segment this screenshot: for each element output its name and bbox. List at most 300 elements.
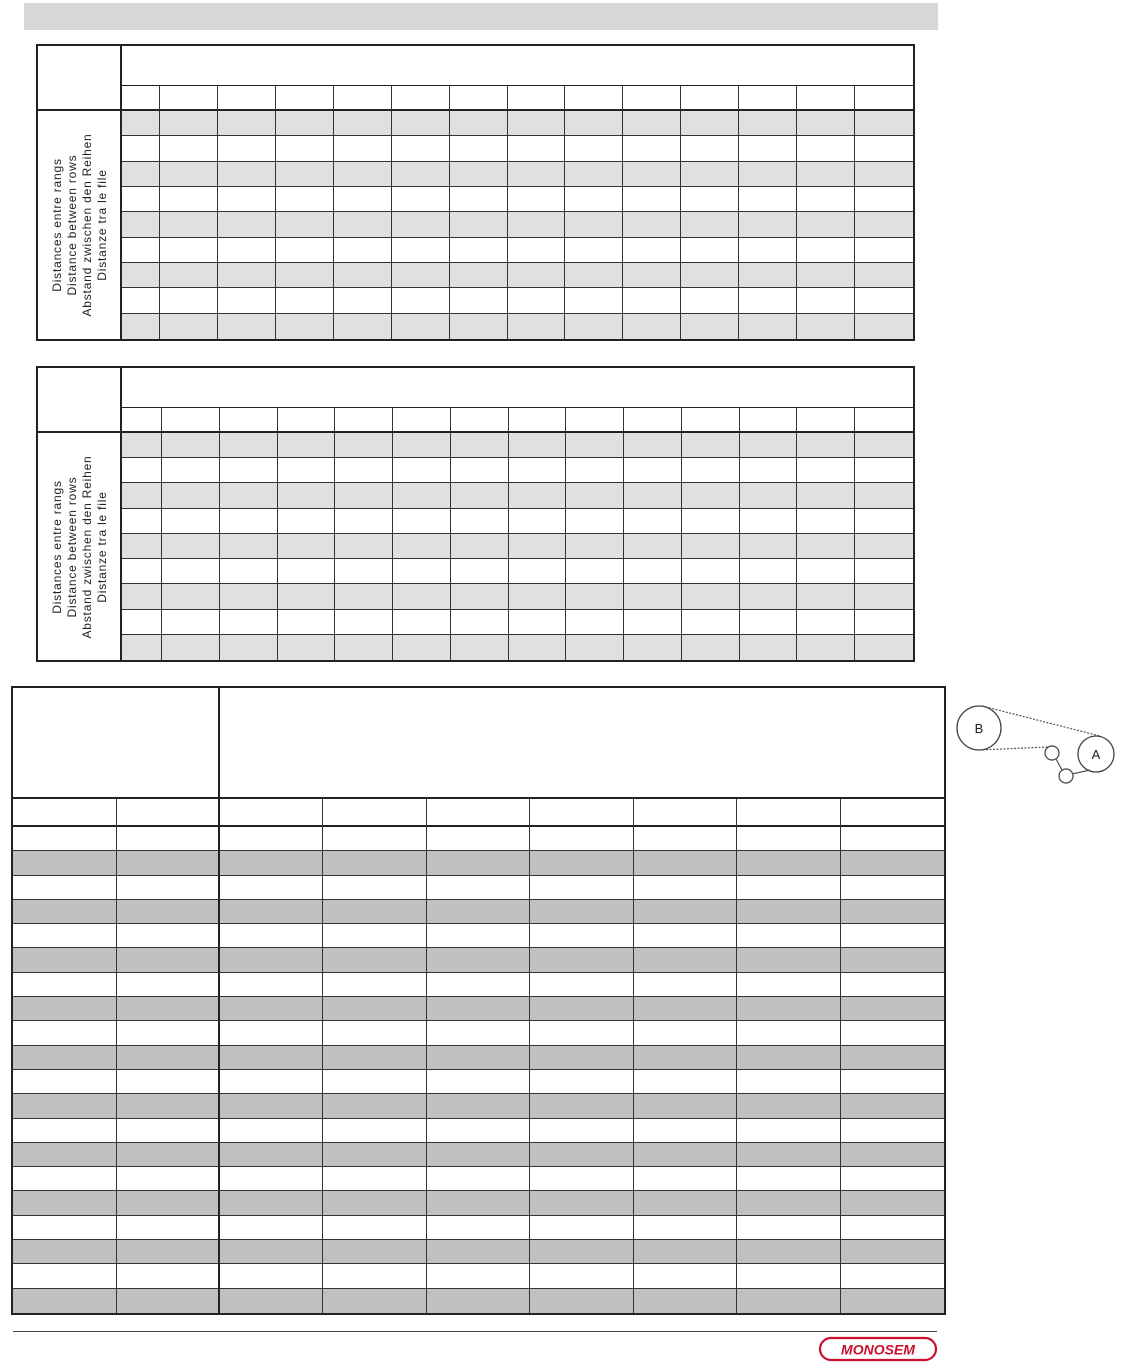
table-cell: [335, 610, 393, 635]
table-cell: [740, 534, 798, 559]
table-cell: [450, 263, 508, 288]
table-cell: [797, 263, 855, 288]
table-cell: [276, 212, 334, 237]
table-cell: [122, 509, 162, 534]
table-title-cell: [122, 46, 913, 86]
table-cell: [323, 1094, 426, 1118]
table-cell: [392, 314, 450, 339]
table-cell: [565, 162, 623, 187]
table-cell: [681, 288, 739, 313]
table-cell: [509, 584, 567, 609]
table-cell: [634, 1191, 737, 1215]
table-cell: [634, 1143, 737, 1167]
table-cell: [427, 1240, 530, 1264]
monosem-logo: [818, 1335, 938, 1363]
table-cell: [634, 1119, 737, 1143]
row-spacing-label: [50, 455, 110, 638]
table-cell: [276, 314, 334, 339]
table-header-cell: [508, 86, 566, 111]
table-cell: [427, 1021, 530, 1045]
table-cell: [841, 1240, 944, 1264]
table-cell: [451, 584, 509, 609]
table-cell: [220, 559, 278, 584]
table-cell: [162, 433, 220, 458]
table-cell: [797, 559, 855, 584]
table-cell: [737, 1070, 840, 1094]
table-cell: [13, 1143, 117, 1167]
table-cell: [334, 162, 392, 187]
table-cell: [855, 263, 913, 288]
table-cell: [566, 458, 624, 483]
table-cell: [565, 111, 623, 136]
table-cell: [682, 635, 740, 660]
table-cell: [276, 187, 334, 212]
table-cell: [530, 948, 633, 972]
table-cell: [220, 610, 278, 635]
table-cell: [566, 584, 624, 609]
table-cell: [393, 483, 451, 508]
table-cell: [427, 1264, 530, 1288]
table-cell: [220, 948, 323, 972]
table-cell: [335, 509, 393, 534]
table-cell: [427, 1119, 530, 1143]
table-cell: [220, 1216, 323, 1240]
table-cell: [739, 111, 797, 136]
table-cell: [160, 288, 218, 313]
table-cell: [855, 111, 913, 136]
table-header-cell: [841, 799, 944, 827]
table-header-cell: [797, 408, 855, 433]
table-cell: [634, 1021, 737, 1045]
table-cell: [117, 1289, 220, 1313]
table-cell: [122, 238, 160, 263]
table-cell: [623, 212, 681, 237]
table-cell: [530, 876, 633, 900]
table-corner-cell: [38, 368, 122, 433]
table-cell: [623, 238, 681, 263]
table-cell: [160, 187, 218, 212]
row-spacing-label-cell: [38, 433, 122, 660]
table-cell: [278, 509, 336, 534]
table-cell: [739, 288, 797, 313]
label-de: Abstand zwischen den Reihen: [80, 133, 94, 317]
table-cell: [218, 314, 276, 339]
table-cell: [334, 136, 392, 161]
belt-drive-diagram: [942, 688, 1122, 796]
table-cell: [220, 924, 323, 948]
table-cell: [797, 534, 855, 559]
table-cell: [565, 288, 623, 313]
table-cell: [160, 314, 218, 339]
table-cell: [160, 111, 218, 136]
table-cell: [427, 997, 530, 1021]
table-cell: [220, 1264, 323, 1288]
table-cell: [220, 851, 323, 875]
table-cell: [509, 559, 567, 584]
table-cell: [13, 997, 117, 1021]
table-cell: [122, 136, 160, 161]
table-cell: [427, 973, 530, 997]
table-cell: [276, 162, 334, 187]
table-cell: [122, 559, 162, 584]
table-cell: [220, 1167, 323, 1191]
table-cell: [220, 997, 323, 1021]
table-header-cell: [634, 799, 737, 827]
table-cell: [160, 263, 218, 288]
table-cell: [739, 314, 797, 339]
table-cell: [451, 433, 509, 458]
table-cell: [737, 1143, 840, 1167]
belt-line: [1056, 759, 1062, 770]
table-cell: [634, 1240, 737, 1264]
table-cell: [509, 433, 567, 458]
label-fr: Distances entre rangs: [50, 479, 64, 614]
table-cell: [530, 1070, 633, 1094]
table-cell: [278, 559, 336, 584]
table-cell: [509, 610, 567, 635]
table-cell: [634, 1167, 737, 1191]
table-header-cell: [278, 408, 336, 433]
table-cell: [122, 534, 162, 559]
table-cell: [841, 1143, 944, 1167]
table-cell: [737, 1046, 840, 1070]
table-cell: [566, 610, 624, 635]
table-cell: [393, 610, 451, 635]
table-cell: [737, 900, 840, 924]
table-cell: [841, 1021, 944, 1045]
table-cell: [323, 1264, 426, 1288]
table-header-cell: [392, 86, 450, 111]
table-cell: [739, 238, 797, 263]
table-cell: [122, 635, 162, 660]
table-cell: [565, 314, 623, 339]
table-cell: [566, 433, 624, 458]
table-cell: [335, 559, 393, 584]
table-cell: [393, 509, 451, 534]
table-header-cell: [220, 408, 278, 433]
table-cell: [530, 851, 633, 875]
table-cell: [323, 1240, 426, 1264]
table-cell: [682, 483, 740, 508]
table-header-cell: [565, 86, 623, 111]
table-cell: [530, 1264, 633, 1288]
table-header-cell: [530, 799, 633, 827]
table-cell: [855, 458, 913, 483]
table-cell: [13, 1070, 117, 1094]
spacing-table: [36, 366, 915, 662]
table-cell: [218, 162, 276, 187]
table-cell: [530, 1094, 633, 1118]
table-cell: [841, 1289, 944, 1313]
table-cell: [220, 534, 278, 559]
table-cell: [323, 1119, 426, 1143]
table-cell: [509, 509, 567, 534]
table-cell: [841, 851, 944, 875]
table-cell: [220, 876, 323, 900]
table-cell: [220, 973, 323, 997]
table-cell: [797, 610, 855, 635]
table-cell: [855, 136, 913, 161]
table-cell: [841, 1216, 944, 1240]
table-cell: [681, 314, 739, 339]
table-cell: [117, 948, 220, 972]
table-cell: [162, 635, 220, 660]
table-cell: [427, 1191, 530, 1215]
label-en: Distance between rows: [65, 154, 79, 296]
table-header-cell: [855, 86, 913, 111]
table-cell: [392, 212, 450, 237]
table-cell: [530, 1021, 633, 1045]
table-cell: [737, 1191, 840, 1215]
table-cell: [451, 458, 509, 483]
table-cell: [634, 851, 737, 875]
table-cell: [530, 1216, 633, 1240]
table-cell: [427, 1143, 530, 1167]
table-cell: [740, 509, 798, 534]
table-cell: [162, 610, 220, 635]
table-cell: [323, 827, 426, 851]
table-cell: [841, 876, 944, 900]
table-cell: [122, 314, 160, 339]
table-cell: [427, 851, 530, 875]
table-header-cell: [122, 408, 162, 433]
table-cell: [117, 973, 220, 997]
table-cell: [13, 1191, 117, 1215]
table-cell: [623, 136, 681, 161]
table-cell: [117, 924, 220, 948]
table-cell: [737, 924, 840, 948]
table-cell: [13, 1289, 117, 1313]
table-cell: [530, 1289, 633, 1313]
table-cell: [737, 973, 840, 997]
table-cell: [162, 483, 220, 508]
table-cell: [450, 212, 508, 237]
table-cell: [855, 162, 913, 187]
table-cell: [335, 433, 393, 458]
spacing-table: [36, 44, 915, 341]
table-cell: [323, 1191, 426, 1215]
table-cell: [13, 1216, 117, 1240]
table-cell: [323, 997, 426, 1021]
table-cell: [117, 1264, 220, 1288]
table-cell: [13, 851, 117, 875]
table-cell: [797, 584, 855, 609]
table-cell: [162, 509, 220, 534]
table-cell: [841, 827, 944, 851]
table-grid: [13, 799, 944, 1313]
table-cell: [855, 238, 913, 263]
table-cell: [334, 212, 392, 237]
table-header-cell: [335, 408, 393, 433]
table-cell: [278, 610, 336, 635]
table-cell: [739, 263, 797, 288]
table-cell: [530, 1143, 633, 1167]
table-cell: [530, 1167, 633, 1191]
footer-divider: [13, 1331, 937, 1332]
table-cell: [117, 900, 220, 924]
belt-line: [1072, 770, 1090, 774]
table-cell: [117, 1143, 220, 1167]
table-cell: [841, 1167, 944, 1191]
table-cell: [392, 263, 450, 288]
table-cell: [623, 111, 681, 136]
table-cell: [122, 433, 162, 458]
table-cell: [220, 433, 278, 458]
table-cell: [276, 288, 334, 313]
table-cell: [509, 458, 567, 483]
row-spacing-label: [50, 133, 110, 316]
table-cell: [634, 1046, 737, 1070]
table-cell: [278, 534, 336, 559]
table-cell: [450, 111, 508, 136]
table-cell: [13, 1240, 117, 1264]
table-cell: [737, 1167, 840, 1191]
table-cell: [623, 162, 681, 187]
table-cell: [278, 433, 336, 458]
table-cell: [392, 111, 450, 136]
pulley-b-label: B: [974, 721, 984, 736]
table-cell: [117, 1046, 220, 1070]
table-cell: [451, 534, 509, 559]
label-it: Distanze tra le file: [95, 490, 109, 603]
table-cell: [634, 1094, 737, 1118]
table-cell: [323, 948, 426, 972]
table-cell: [220, 1094, 323, 1118]
table-cell: [841, 900, 944, 924]
table-cell: [323, 900, 426, 924]
table-cell: [740, 458, 798, 483]
table-cell: [737, 948, 840, 972]
table-cell: [681, 162, 739, 187]
table-cell: [624, 483, 682, 508]
table-cell: [427, 1289, 530, 1313]
table-cell: [427, 1046, 530, 1070]
table-cell: [841, 1046, 944, 1070]
table-cell: [624, 458, 682, 483]
table-cell: [427, 827, 530, 851]
table-cell: [855, 635, 913, 660]
table-cell: [624, 534, 682, 559]
table-cell: [218, 187, 276, 212]
table-cell: [509, 534, 567, 559]
table-cell: [220, 458, 278, 483]
table-cell: [841, 1070, 944, 1094]
table-cell: [335, 483, 393, 508]
table-cell: [334, 288, 392, 313]
table-cell: [855, 433, 913, 458]
table-cell: [323, 1046, 426, 1070]
table-cell: [323, 851, 426, 875]
table-cell: [681, 212, 739, 237]
table-cell: [634, 1216, 737, 1240]
table-cell: [634, 1289, 737, 1313]
table-cell: [634, 973, 737, 997]
table-cell: [450, 238, 508, 263]
table-cell: [450, 314, 508, 339]
table-cell: [530, 924, 633, 948]
table-cell: [530, 827, 633, 851]
table-cell: [855, 534, 913, 559]
table-cell: [682, 610, 740, 635]
table-cell: [737, 1264, 840, 1288]
table-cell: [13, 876, 117, 900]
table-cell: [335, 458, 393, 483]
table-cell: [218, 136, 276, 161]
table-cell: [508, 288, 566, 313]
table-cell: [566, 534, 624, 559]
table-cell: [122, 187, 160, 212]
table-cell: [508, 136, 566, 161]
table-cell: [566, 559, 624, 584]
table-cell: [122, 162, 160, 187]
table-cell: [855, 314, 913, 339]
table-cell: [682, 534, 740, 559]
table-cell: [681, 111, 739, 136]
table-cell: [122, 483, 162, 508]
table-corner-cell: [13, 688, 220, 799]
table-cell: [13, 900, 117, 924]
table-cell: [427, 876, 530, 900]
table-cell: [565, 212, 623, 237]
table-cell: [740, 610, 798, 635]
table-cell: [634, 1070, 737, 1094]
table-cell: [565, 136, 623, 161]
table-cell: [797, 238, 855, 263]
table-cell: [451, 635, 509, 660]
table-cell: [160, 212, 218, 237]
table-cell: [160, 162, 218, 187]
table-cell: [530, 900, 633, 924]
table-cell: [393, 534, 451, 559]
table-cell: [220, 1240, 323, 1264]
table-cell: [276, 136, 334, 161]
table-cell: [634, 876, 737, 900]
table-header-cell: [737, 799, 840, 827]
table-cell: [323, 1070, 426, 1094]
table-cell: [450, 136, 508, 161]
table-cell: [634, 948, 737, 972]
table-header-cell: [427, 799, 530, 827]
label-en: Distance between rows: [65, 476, 79, 617]
table-cell: [740, 483, 798, 508]
table-cell: [323, 876, 426, 900]
table-cell: [278, 483, 336, 508]
table-cell: [565, 238, 623, 263]
table-cell: [117, 997, 220, 1021]
table-cell: [276, 263, 334, 288]
table-cell: [323, 1289, 426, 1313]
table-cell: [122, 212, 160, 237]
table-cell: [508, 314, 566, 339]
table-cell: [220, 1021, 323, 1045]
page-header-bar: [24, 3, 938, 30]
table-cell: [117, 851, 220, 875]
table-cell: [392, 238, 450, 263]
table-cell: [566, 635, 624, 660]
table-cell: [530, 1191, 633, 1215]
table-corner-cell: [38, 46, 122, 111]
table-cell: [160, 136, 218, 161]
table-cell: [740, 635, 798, 660]
table-cell: [841, 973, 944, 997]
table-header-cell: [623, 86, 681, 111]
table-cell: [276, 111, 334, 136]
table-cell: [450, 162, 508, 187]
table-cell: [278, 584, 336, 609]
table-cell: [624, 584, 682, 609]
table-cell: [530, 1119, 633, 1143]
table-cell: [797, 162, 855, 187]
